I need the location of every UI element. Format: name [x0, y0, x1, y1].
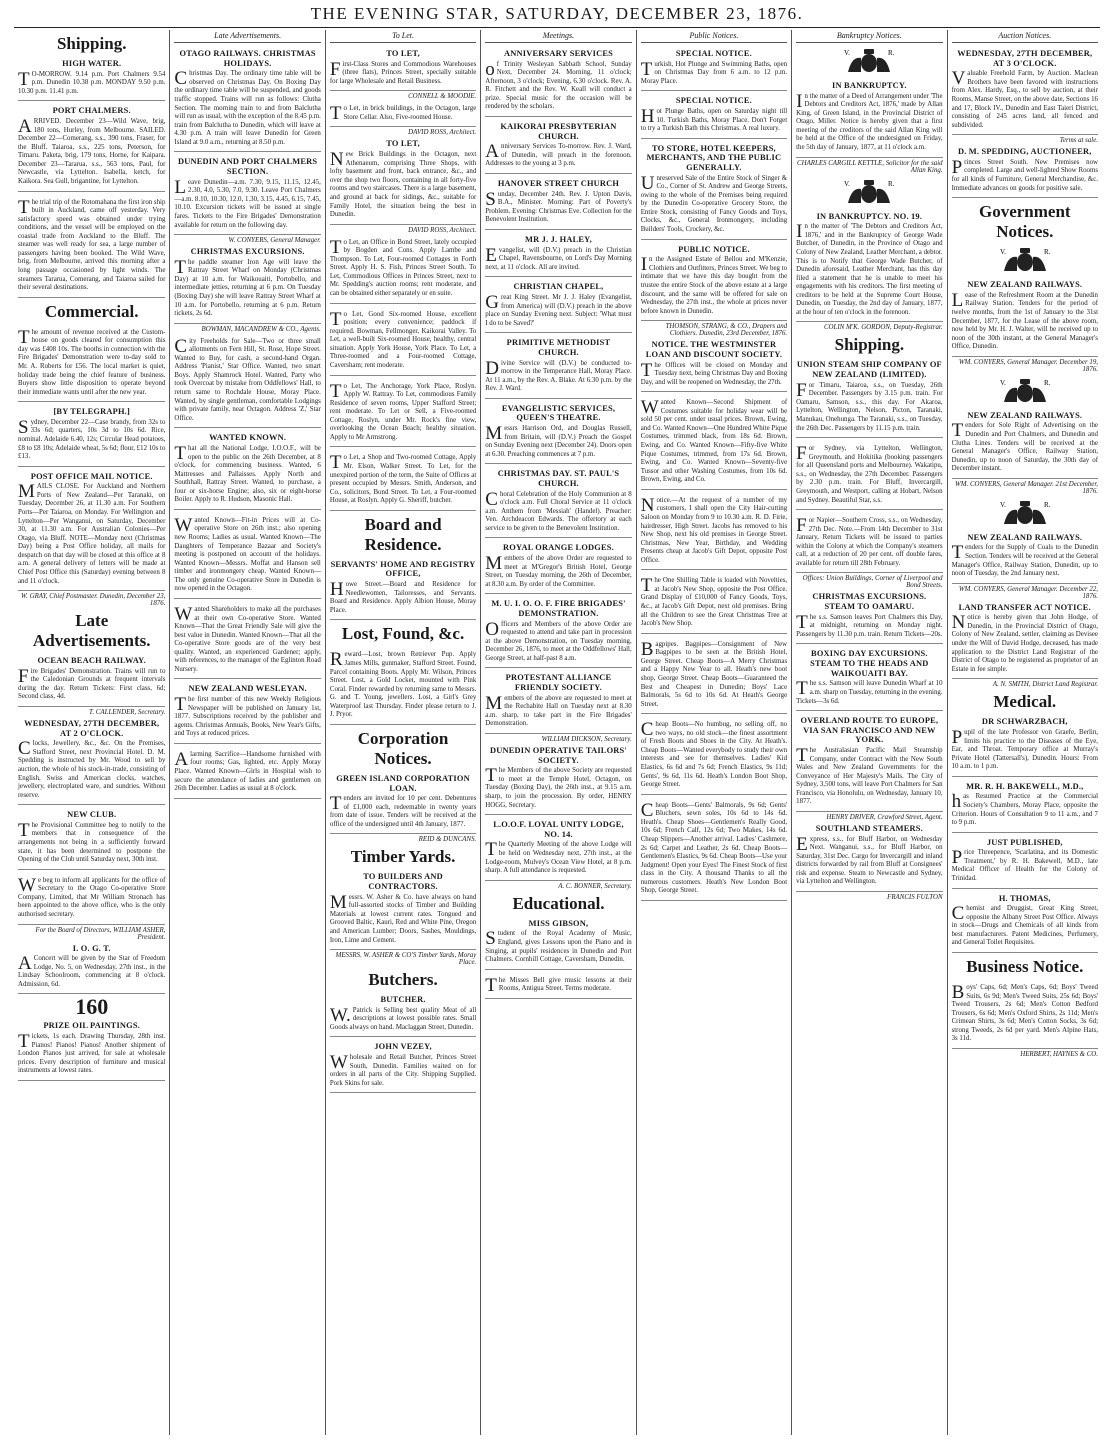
- advert-body: We beg to inform all applicants for the office of Secretary to the Otago Co-operative Store Company, Limited, that Mr William Stronach has been appointed to the above office, who is the only authorised secretary.: [18, 874, 166, 918]
- advert-title: MR J. J. HALEY,: [525, 234, 592, 244]
- advertisement: [330, 234, 476, 304]
- advertisement: [330, 100, 476, 127]
- advertisement: [952, 277, 1098, 357]
- royal-arms-icon: [996, 498, 1054, 528]
- advert-body: Princes Street South. New Premises now completed. Large and well-lighted Show Rooms for all kinds of Furniture, General Merchandise, &c. Immediate advances on goods for positive sale.: [951, 156, 1098, 192]
- advertisement: [952, 46, 1098, 135]
- advert-signature: DAVID ROSS, Architect.: [408, 226, 477, 234]
- advert-body: In the Assigned Estate of Bellou and M'Kenzie, Clothiers and Outfitters, Princes Street. We beg to intimate that we have this day bought from the trustee the entire Stock of the above estate at a large discount, and the same will be offered for sale on Wednesday, the 27th inst., the whole at prices never before known in Dunedin.: [640, 254, 788, 315]
- advertisement: [952, 600, 1098, 680]
- advert-body: New Brick Buildings in the Octagon, next Athenaeum, comprising Three Shops, with lofty basement and front, back entrance, &c., and over the shop two floors, containing in all forty-five rooms and two staircases. There is a large basement, and ground at back for sidings, &c., suitable for Family Hotel, the situation being the best in Dunedin.: [329, 149, 477, 219]
- advertisement: [485, 119, 631, 174]
- advertisement: [330, 378, 476, 448]
- advertisement: [952, 530, 1098, 584]
- advert-title: BUTCHER.: [380, 995, 426, 1005]
- advertisement: [330, 136, 476, 224]
- column-header: Public Notices.: [641, 30, 787, 43]
- advertisement: [174, 512, 320, 599]
- advert-signature: WM. CONYERS, General Manager. 21st December, 1876.: [955, 480, 1098, 495]
- advert-title: LAND TRANSFER ACT NOTICE.: [958, 602, 1091, 612]
- column-2: [169, 30, 324, 1435]
- advert-title: NOTICE. THE WESTMINSTER LOAN AND DISCOUNT SOCIETY.: [645, 340, 783, 359]
- advert-body: Price Threepence, 'Scarlatina, and its Domestic Treatment,' by R. H. Bakewell, M.D., late Medical Officer of Health for the Colony of Trinidad.: [951, 847, 1098, 882]
- advertisement: [330, 869, 476, 950]
- advertisement: [641, 716, 787, 795]
- advert-body: Great King Street. Mr J. J. Haley (Evangelist, from America) will (D.V.) preach in the above place on Sunday Evening next. Subject: 'What must I do to be Saved?': [485, 291, 632, 327]
- svg-text:R.: R.: [1043, 248, 1051, 257]
- columns-container: [14, 30, 1102, 1435]
- advert-title: H. THOMAS,: [998, 893, 1051, 903]
- advertisement: [485, 817, 631, 881]
- svg-text:V.: V.: [999, 378, 1006, 387]
- advertisement: [796, 440, 942, 510]
- advert-body: Valuable Freehold Farm, by Auction. Maclean Brothers have been favored with instructions from Alex. Hardy, Esq., to sell by auction, at their Rooms, Manse Street, on the above date, Sections 16 and 17, Block IV., Dunedin and East Taieri District, consisting of 245 acres land, all fenced and subdivided.: [951, 68, 1098, 129]
- advert-body: In the matter of a Deed of Arrangement under 'The Debtors and Creditors Act, 1876,' made by Allan King, of Green Island, in the Provincial District of Otago, Miller. Notice is hereby given that a first meeting of the creditors of the said Allan King will be held at the Office of the undersigned on Friday, the 5th day of January, 1877, at 11 o'clock a.m.: [796, 90, 943, 152]
- advert-body: Unreserved Sale of the Entire Stock of Singer & Co., Corner of St. Andrew and George Streets, owing to the whole of the Premises being required by the Dunedin Co-operative Grocery Store, the Entire Stock, consisting of Fancy Goods and Toys, Clocks, &c., General Ironmongery, including Builders' Tools, Crockery, &c.: [640, 172, 788, 234]
- advertisement: [18, 103, 165, 191]
- advertisement: [330, 46, 476, 91]
- advert-body: Tickets, 1s each. Drawing Thursday, 28th inst. Pianos! Pianos! Pianos! Another shipment of London Pianos just arrived, for sale at wholesale prices. Every description of furniture and musical instruments at lowest rates.: [18, 1031, 166, 1075]
- advert-title: D. M. SPEDDING, AUCTIONEER,: [957, 147, 1092, 157]
- advert-signature: MESSRS. W. ASHER & CO'S Timber Yards, Moray Place.: [335, 952, 477, 967]
- advert-body: Wanted Known—Fit-in Prices will at Co-operative Store on 26th inst.; also opening new Rooms; Ladies as usual. Wanted Known—The Daughters of Temperance Bazaar and Society's meeting is postponed on account of the holidays. Wanted Known—Messrs. Moffat and Hanson sell timber and ironmongery cheap. Wanted Known—The only genuine Co-operative Store in Dunedin is now opened in the Octagon.: [174, 514, 321, 593]
- advert-title: OVERLAND ROUTE TO EUROPE, VIA SAN FRANCISCO AND NEW YORK.: [800, 716, 939, 745]
- advert-body: Leave Dunedin—a.m. 7.30, 9.15, 11.15, 12.45, 2.30, 4.0, 5.30, 7.0, 9.30. Leave Port Chalmers—a.m. 8.10, 10.30, 12.0, 1.30, 3.15, 4.45, 6.15, 7.45, 10.10. Excursion tickets will be issued at single fares. Tickets to the Fire Brigades' Demonstration available for return on the following day.: [174, 176, 321, 229]
- advertisement: [485, 401, 631, 465]
- advertisement: [796, 589, 942, 644]
- advert-body: City Freeholds for Sale—Two or three small allotments on Fern Hill, St. Rose, Hope Street. Wanted to Buy, for cash, a second-hand Organ. Address 'Pianist,' Star Office. Wanted, two smart Boys. Apply Shamrock Hotel. Wanted, Party who took Overcoat by mistake from Oddfellows' Hall, to return same to Rochdale House, Moray Place. Wanted, by single gentleman, comfortable Lodgings with private family, near Octagon. Address 'Z,' Star Office.: [174, 335, 321, 422]
- advertisement: [485, 596, 631, 668]
- advert-body: For Napier—Southern Cross, s.s., on Wednesday, 27th Dec. Note.—From 14th December to 31st January, Return Tickets will be issued to parties within the Colony at which the Company's steamers call, at a reduction of 20 per cent. off double fares, available for return till 28th February.: [796, 515, 943, 567]
- advertisement: [641, 93, 787, 138]
- crest-block: [952, 498, 1098, 528]
- advert-body: To Let, an Office in Bond Street, lately occupied by Bogden and Cons. Apply Lambe and Thompson. To Let, Four-roomed Cottages in Forth Street. Apply H. S. Fish, Princes Street South. To Let, Commodious Offices in Princes Street, next to Mr. Spedding's auction rooms; rent moderate, and can be obtained either separately or en suite.: [329, 236, 477, 297]
- advertisement: [485, 972, 631, 999]
- advertisement: [18, 716, 165, 805]
- advert-body: The Members of the above Society are requested to meet at the Temple Hotel, Octagon, on Tuesday (Boxing Day), the 26th inst., at 9.15 a.m. sharp, to join the procession. By order, HENRY HOGG, Secretary.: [485, 765, 632, 809]
- advert-body: Express, s.s., for Bluff Harbor, on Wednesday Next. Wanganui, s.s., for Bluff Harbor, on Saturday, 31st Dec. Cargo for Invercargill and inland districts forwarded by rail from Bluff at Consignees' risk and expense. Steam to Newcastle and Sydney, via Lyttelton and Wellington.: [796, 833, 943, 886]
- advert-title: ANNIVERSARY SERVICES: [504, 49, 613, 58]
- advert-body: To Let, The Anchorage, York Place, Roslyn. Apply W. Rattray. To Let, commodious Family Residence of seven rooms, Upper Stafford Street; rent moderate. To Let or Sell, a Five-roomed Cottage, Roslyn, under Mr. Rock's fine view, overlooking the Ocean Beach; healthy situation. Apply to Mr Armstrong.: [329, 380, 477, 441]
- advert-title: NEW ZEALAND RAILWAYS.: [967, 280, 1083, 290]
- advert-signature: WM. CONYERS, General Manager. December 22, 1876.: [958, 585, 1098, 600]
- advertisement: [174, 430, 320, 510]
- advertisement: [174, 746, 320, 799]
- advertisement: [485, 335, 631, 399]
- advert-title: TO LET,: [386, 139, 420, 149]
- column-7: [947, 30, 1102, 1435]
- column-header: To Let.: [330, 30, 476, 43]
- advert-title: MR. R. H. BAKEWELL, M.D.,: [966, 781, 1084, 791]
- advertisement: [174, 601, 320, 680]
- advert-body: TO-MORROW. 9.14 p.m. Port Chalmers 9.54 p.m. Dunedin 10.38 p.m. MONDAY 9.50 p.m. 10.30 p.m. 11.41 p.m.: [18, 68, 166, 95]
- advert-body: Tenders for Sole Right of Advertising on the Dunedin and Port Chalmers, and Dunedin and Clutha Lines. Tenders will be received at the General Manager's Office, Railway Station, Dunedin, up to noon of Saturday, the 30th day of December instant.: [951, 420, 1098, 473]
- advertisement: [641, 46, 787, 91]
- advert-body: The Quarterly Meeting of the above Lodge will be held on Wednesday next, 27th inst., at the Lodge-room, Mulvey's Ocean View Hotel, at 8 p.m. sharp. A full attendance is requested.: [485, 839, 632, 875]
- advert-signature: THOMSON, STRANG, & CO., Drapers and Clothiers. Dunedin, 23rd December, 1876.: [665, 323, 788, 338]
- advert-body: The Provisional Committee beg to notify to the members that in consequence of the arrangements not being in a sufficiently forward state, it has been determined to postpone the Opening of the Club until Saturday next, 30th inst.: [18, 819, 166, 864]
- advert-title: UNION STEAM SHIP COMPANY OF NEW ZEALAND (LIMITED).: [796, 360, 942, 380]
- column-4: [480, 30, 635, 1435]
- advert-body: For Timaru, Taiaroa, s.s., on Tuesday, 26th December. Passengers by 3.15 p.m. train. For Oamaru, Samson, s.s., this day. For Akaroa, Lyttelton, Wellington, Nelson, Picton, Taranaki, Manukau, Onehunga. The Taranaki, s.s., on Tuesday, the 26th Dec. Passengers by 11.15 p.m. train.: [796, 379, 943, 432]
- advertisement: [485, 279, 631, 333]
- advert-title: SPECIAL NOTICE.: [675, 49, 752, 58]
- advertisement: [796, 357, 942, 438]
- advert-title: CHRISTMAS EXCURSIONS. STEAM TO OAMARU.: [812, 592, 927, 612]
- advertisement: [18, 872, 165, 925]
- advert-body: Wanted Shareholders to make all the purchases at their own Co-operative Store. Wanted Known—That the Great Friendly Sale will give the best value in Dunedin. Wanted Known—That all the Co-operative Store goods are of the very best quality. Wanted, an experienced Gardener; apply, with references, to the manager of the Eglinton Road Nursery.: [174, 603, 321, 673]
- advert-title: SOUTHLAND STEAMERS.: [815, 824, 923, 833]
- advert-body: AConcert will be given by the Star of Freedom Lodge, No. 5, on Wednesday, 27th inst., in the Lindsay Schoolroom, commencing at 8 o'clock. Admission, 6d.: [18, 953, 166, 988]
- advert-body: Sydney, December 22—Case brandy, from 32s to 33s 6d; quarters, 10s 3d to 10s 6d. Rice, nominal. Adelaide 6.40, 12s; Circular Head potatoes, £8 to £8 10s; Adelaide wheat, 5s 6d; flour, £12 10s to £13.: [18, 416, 166, 461]
- advertisement: [485, 916, 631, 970]
- advert-body: Wholesale and Retail Butcher, Princes Street South, Dunedin. Families waited on for orders in all parts of the City. Shipping Supplied. Pork Skins for sale.: [329, 1052, 477, 1087]
- advert-title: L.O.O.F. LOYAL UNITY LODGE, NO. 14.: [493, 820, 624, 839]
- advert-title: HANOVER STREET CHURCH: [497, 179, 620, 189]
- advert-title: DR SCHWARZBACH,: [981, 717, 1068, 727]
- advert-body: Clocks, Jewellery, &c., &c. On the Premises, Stafford Street, next Provincial Hotel. D. M. Spedding is instructed by Mr. Wood to sell by auction, the whole of his stock-in-trade, consisting of English, Swiss and American clocks, watches, jewellery, electroplated ware, and sundries. Without reserve.: [18, 738, 166, 799]
- advert-signature: REID & DUNCANS.: [418, 836, 477, 844]
- section-heading: Timber Yards.: [350, 847, 456, 867]
- section-heading: Educational.: [512, 893, 605, 913]
- section-heading: Late Advertisements.: [32, 611, 151, 651]
- advertisement: [952, 891, 1098, 953]
- advertisement: [485, 743, 631, 815]
- svg-text:V.: V.: [844, 179, 851, 188]
- advertisement: [796, 512, 942, 573]
- advert-body: The s.s. Samson leaves Port Chalmers this Day, at midnight, returning on Monday night. Passengers by 11.30 p.m. train. Return Tickets—20s.: [796, 611, 943, 638]
- advert-body: Fire Brigades' Demonstration. Trains will run to the Caledonian Grounds at frequent intervals during the day. Return Tickets: First class, 6d; Second class, 4d.: [18, 665, 166, 701]
- column-6: [791, 30, 946, 1435]
- advert-title: HIGH WATER.: [62, 59, 122, 68]
- advertisement: [18, 941, 165, 995]
- advert-body: Turkish, Hot Plunge and Swimming Baths, open on Christmas Day from 6 a.m. to 12 p.m. Moray Place.: [640, 58, 788, 85]
- advert-title: CHRISTMAS EXCURSIONS.: [190, 247, 305, 257]
- advert-title: DUNEDIN AND PORT CHALMERS SECTION.: [178, 157, 318, 177]
- advertisement: [330, 557, 476, 621]
- advert-body: Reward—Lost, brown Retriever Pup. Apply James Mills, gunmaker, Stafford Street. Found, Parcel containing Boots. Apply Mr. Wilson, Princes Street. Lost, a Gold Locket, mounted with Pink Coral. Finder rewarded by returning same to Messrs. G. and T. Young, jewellers. Lost, a Girl's Grey Waterproof last Thursday. Finder please return to J. J. Pryor.: [329, 649, 477, 719]
- advertisement: [330, 992, 476, 1037]
- advert-title: PRIMITIVE METHODIST CHURCH.: [506, 338, 611, 357]
- advert-signature: HENRY DRIVER, Crawford Street, Agent.: [826, 814, 943, 821]
- masthead: [14, 4, 1100, 28]
- advert-title: PORT CHALMERS.: [52, 106, 131, 116]
- advertisement: [18, 404, 165, 466]
- advertisement: [18, 194, 165, 298]
- advert-title: I. O. G. T.: [72, 943, 111, 953]
- advert-title: WEDNESDAY, 27TH DECEMBER, AT 2 O'CLOCK.: [24, 718, 160, 738]
- advert-title: GREEN ISLAND CORPORATION LOAN.: [336, 773, 470, 793]
- crest-block: [796, 177, 942, 207]
- advertisement: [174, 46, 320, 152]
- advertisement: [485, 176, 631, 230]
- advert-body: That all the National Lodge, I.O.O.F., will be open to the public on the 26th December, at 8 o'clock, for commencing business. Wanted, 6 Mattresses and Pallaisses. Apply North and Southhall, Rattray Street. Wanted, to purchase, a four or six-horse Engine; also, six or eight-horse Boiler. Apply to R. Hudson, Masonic Hall.: [174, 442, 321, 504]
- advertisement: [330, 1039, 476, 1093]
- section-heading: Shipping.: [56, 34, 127, 53]
- advert-signature: A. N. SMITH, District Land Registrar.: [992, 681, 1098, 689]
- advert-body: Notice.—At the request of a number of my customers, I shall open the City Hair-cutting Saloon on Monday from 9 to 10.30 a.m. R. D. Firie, hairdresser, High Street. Jacobs has removed to his New Shop, next his old premises in George Street. Christmas, New Year, Birthday, and Wedding Presents cheap at Jacob's Gift Depot, opposite Post Office.: [640, 494, 788, 564]
- crest-block: [796, 46, 942, 76]
- svg-text:R.: R.: [888, 49, 895, 57]
- advertisement: [796, 209, 942, 323]
- advert-title: [BY TELEGRAPH.]: [53, 407, 130, 417]
- advert-title: JOHN VEZEY,: [374, 1042, 432, 1052]
- advert-title: TO STORE, HOTEL KEEPERS, MERCHANTS, AND THE PUBLIC GENERALLY.: [646, 143, 782, 172]
- advert-body: Cheap Boots—No humbug, no selling off, no two ways, no old stock—the finest assortment of Fresh Boots and Shoes in the City. At Heath's. Cheap Boots—Wanted everybody to study their own interests and see for themselves. Ladies' Kid Elastics, 6s 6d and 7s 6d; French Elastics, 9s 11d; Gents', 9s 6d, 11s 6d. Heath's London Boot Shop, George Street.: [640, 719, 788, 789]
- advert-title: JUST PUBLISHED,: [986, 837, 1063, 847]
- advert-body: Evangelist, will (D.V.) preach in the Christian Chapel, Ravensbourne, on Lord's Day Morning next, at 11 o'clock. All are invited.: [485, 244, 632, 271]
- advert-title: PROTESTANT ALLIANCE FRIENDLY SOCIETY.: [505, 673, 612, 693]
- advertisement: [330, 306, 476, 376]
- advert-signature: HERBERT, HAYNES & CO.: [1020, 1050, 1098, 1058]
- crest-block: [952, 376, 1098, 406]
- advertisement: [18, 56, 165, 101]
- advert-body: Alarming Sacrifice—Handsome furnished with four rooms; Gas, lighted, etc. Apply Moray Place. Wanted Known—Girls in Hospital wish to secure the attendance of ladies and gentlemen on 26th December. Ladies as usual at 8 o'clock.: [174, 748, 321, 793]
- advert-body: The Australasian Pacific Mail Steamship Company, under Contract with the New South Wales and New Zealand Governments for the Conveyance of Her Majesty's Mails. The City of Sydney, 3,500 tons, will leave Port Chalmers for San Francisco, via Honolulu, on Wednesday, January 10, 1877.: [796, 745, 943, 806]
- advert-signature: BOWMAN, MACANDREW & CO., Agents.: [201, 325, 321, 333]
- advert-title: SPECIAL NOTICE.: [675, 96, 752, 106]
- advert-body: Messrs Harrison Ord, and Douglas Russell, from Britain, will (D.V.) Preach the Gospel on Sunday Evening next (December 24). Doors open at 6.30. Preaching commences at 7 p.m.: [485, 423, 632, 458]
- advert-signature: For the Board of Directors, WILLIAM ASHER, President.: [35, 926, 166, 941]
- advertisement: [641, 242, 787, 322]
- advert-body: The trial trip of the Rotomahana the first iron ship built in Auckland, came off yesterday. Very satisfactory speed was obtained under trying conditions, and the vessel will be employed on the coastal trade from Auckland to the Bluff. The steamer was well ready for sea, a large number of passengers having been booked. The Wild Wave, brig, from Melbourne, arrived this morning after a long passage occasioned by light winds. The steamers Tararua, Comerang, and Taiaroa sailed for their several destinations.: [18, 196, 166, 292]
- display-number: 160: [75, 994, 109, 1020]
- advertisement: [796, 713, 942, 812]
- advert-body: First-Class Stores and Commodious Warehouses (three flats), Princes Street, specially suitable for large Wholesale and Retail Business.: [329, 58, 477, 85]
- section-heading: Board and Residence.: [364, 514, 442, 554]
- advertisement: [641, 636, 787, 715]
- advert-title: TO BUILDERS AND CONTRACTORS.: [363, 872, 443, 892]
- advert-title: OCEAN BEACH RAILWAY.: [37, 656, 146, 666]
- advertisement: [485, 466, 631, 538]
- advertisement: [18, 653, 165, 707]
- advert-title: NEW CLUB.: [67, 810, 117, 820]
- advertisement: [952, 779, 1098, 833]
- svg-text:R.: R.: [888, 179, 895, 188]
- advert-body: W.Patrick is Selling best quality Meat of all descriptions at lowest possible rates. Small Goods always on hand. Maclaggan Street, Dunedin.: [329, 1004, 477, 1031]
- advert-body: The paddle steamer Iron Age will leave the Rattray Street Wharf on Monday (Christmas Day) at 10 a.m. for Waikouaiti, Portobello, and intermediate jetties, returning at 6 p.m. On Tuesday (Boxing Day) she will leave Rattray Street Wharf at 10 a.m. for Portobello, returning at 6 p.m. Return tickets, 2s 6d.: [174, 256, 321, 318]
- advert-title: WANTED KNOWN.: [209, 433, 287, 443]
- section-heading: Business Notice.: [966, 957, 1084, 977]
- advert-signature: T. CALLENDER, Secretary.: [89, 708, 166, 716]
- advert-signature: FRANCIS FULTON: [887, 894, 943, 902]
- advert-title: PRIZE OIL PAINTINGS.: [43, 1021, 141, 1031]
- advert-title: NEW ZEALAND RAILWAYS.: [967, 532, 1083, 542]
- advert-signature: Terms at sale.: [1059, 137, 1098, 145]
- advertisement: [18, 469, 165, 591]
- section-heading: Medical.: [993, 692, 1057, 712]
- advert-signature: DAVID ROSS, Architect.: [408, 129, 477, 137]
- advert-title: DUNEDIN OPERATIVE TAILORS' SOCIETY.: [490, 746, 627, 765]
- advertisement: [952, 835, 1098, 889]
- advert-body: To Let, a Shop and Two-roomed Cottage, Apply Mr. Elson, Walker Street. To Let, for the unexpired portion of the term, the Suite of Offices at present occupied by Messrs. Smith, Anderson, and Co., solicitors, Bond Street. To Let, a Four-roomed House, at Roslyn. Apply G. Sheriff, butcher.: [329, 452, 477, 505]
- advertisement: [641, 797, 787, 901]
- advert-body: Members of the above Order are requested to meet at M'Gregor's British Hotel, George Street, on Tuesday morning, the 26th of December, at 8.30 a.m. By order of the Committee.: [485, 553, 632, 588]
- advert-body: ARRIVED. December 23—Wild Wave, brig, 180 tons, Hurley, from Melbourne. SAILED. December 22—Comerang, s.s., 390 tons, Fraser, for the Bluff. Taiaroa, s.s., 225 tons, Peterson, for Timaru. Paketa, brig, 179 tons, Horne, for Kaipara. December 23—Tararua, s.s., 563 tons, Paul, for Newcastle, via Lyttelton. Isabella, ketch, for Kaikora. Sea Gull, brigantine, for Lyttelton.: [18, 116, 166, 185]
- advert-body: Christmas Day. The ordinary time table will be observed on Christmas Day. On Boxing Day the ordinary time table will be suspended, and goods traffic stopped. Trains will run as follows: Clutha Section. The morning train to and from Balclutha will run as usual, with the exception of the 8.45 p.m. train from Balclutha to Dunedin, which will leave at 4.30 p.m. A train will leave Dunedin for Green Island at 9.0 a.m., returning at 8.50 p.m.: [174, 68, 321, 146]
- advert-body: Notice is hereby given that John Hodge, of Dunedin, in the Provincial District of Otago, Colony of New Zealand, settler, claiming as Devisee under the Will of David Hodge, deceased, has made application to the District Land Registrar of the District of Otago to be registered as proprietor of an Estate in fee simple.: [951, 612, 1098, 673]
- advert-title: KAIKORAI PRESBYTERIAN CHURCH.: [500, 122, 617, 141]
- advert-body: The amount of revenue received at the Custom-house on goods cleared for consumption this day was £408 10s. The booths in connection with the Fire Brigades' Demonstration were to-day sold to Mr. A. Roberts for £56. The local market is quiet, holiday trade being the chief feature of business. Buyers show little disposition to operate beyond their immediate wants until after the new year.: [18, 326, 166, 396]
- column-header: Bankruptcy Notices.: [796, 30, 942, 43]
- advert-body: Pupil of the late Professor von Graefe, Berlin, limits his practice to the Diseases of the Eye, Ear, and Throat. Temporary office at Murray's Private Hotel (Tattersall's), Dunedin. Hours: From 10 a.m. to 1 p.m.: [951, 726, 1098, 771]
- advertisement: [330, 646, 476, 725]
- advert-signature: A. C. BONNER, Secretary.: [558, 882, 632, 890]
- advertisement: [796, 646, 942, 711]
- advert-body: Messrs. W. Asher & Co. have always on hand full-assorted stocks of Timber and Building Materials at lowest current rates. Tongued and Grooved Baltic, Kauri, Red and White Pine, Oregon and American Lumber; Doors, Sashes, Mouldings, Iron, Lime and Cement.: [329, 891, 477, 944]
- section-heading: Shipping.: [834, 335, 905, 355]
- advert-signature: WM. CONYERS, General Manager. December 19, 1876.: [958, 358, 1098, 373]
- royal-arms-icon: [840, 177, 898, 207]
- advert-body: Cheap Boots—Gents' Balmorals, 9s 6d; Gents' Bluchers, sewn soles, 10s 6d to 14s 6d. Heath's. Cheap Shoes—Gentlemen's Really Good, 10s 6d; French Calf, 12s 6d; Two Makes, 14s 6d. Cheap Slippers—Another arrival. Ladies' Cashmere, 2s 6d; Carpet and Leather, 2s 6d. Cheap Boots—Gentlemen's Elastics, 9s 6d. Cheap Boots—Use your Judgment! Open your Eyes! The Finest Stock of first class in the City. A thousand Thanks to all the numerous customers. Heath's New London Boot Shop, George Street.: [640, 799, 788, 895]
- advertisement: [330, 771, 476, 835]
- advert-body: Chemist and Druggist, Great King Street, opposite the Albany Street Post Office. Always in stock—Drugs and Chemicals of all kinds from best manufacturers. Patent Medicines, Perfumery, and General Toilet Requisites.: [951, 903, 1098, 947]
- section-heading: Butchers.: [368, 970, 438, 990]
- column-5: [636, 30, 791, 1435]
- section-heading: Government Notices.: [978, 202, 1071, 242]
- advertisement: [485, 46, 631, 117]
- section-heading: Lost, Found, &c.: [341, 624, 465, 644]
- advert-body: Lease of the Refreshment Room at the Dunedin Railway Station. Tenders for the period of twelve months, from the 1st of January to the 31st December, 1877, for the Lease of the above room, now held by Mr. H. J. Walter, will be received up to noon of the 30th instant, at the General Manager's Office, Dunedin.: [951, 289, 1098, 351]
- advertisement: [952, 408, 1098, 479]
- advert-title: NEW ZEALAND RAILWAYS.: [967, 410, 1083, 420]
- advert-body: Officers and Members of the above Order are requested to attend and take part in procession at the above Demonstration, on Tuesday morning, December 26, 1876, to meet at the Oddfellows' Hall, George Street, at half-past 8 a.m.: [485, 618, 632, 662]
- advertisement: [641, 141, 787, 240]
- advert-title: M. U. I. O. O. F. FIRE BRIGADES' DEMONSTRATION.: [491, 599, 626, 618]
- advertisement: [174, 244, 320, 324]
- svg-text:V.: V.: [844, 49, 851, 57]
- advert-title: MISS GIBSON,: [528, 918, 589, 928]
- advertisement: [485, 232, 631, 277]
- advertisement: [641, 394, 787, 490]
- advert-body: The first number of this new Weekly Religious Newspaper will be published on January 1st, 1877. Subscriptions received by the publisher and agents. Christmas Annuals, Books, New Year's Gifts, and Toys at reduced prices.: [174, 694, 321, 738]
- column-3: [325, 30, 480, 1435]
- section-heading: Commercial.: [44, 301, 139, 321]
- advert-signature: W. CONYERS, General Manager.: [228, 237, 321, 245]
- advert-body: Boys' Caps, 6d; Men's Caps, 6d; Boys' Tweed Suits, 6s 9d; Men's Tweed Suits, 25s 6d; Boys' Tweed Trousers, 2s 6d; Men's Cotton Bedford Trousers, 6s 6d; Men's Oxford Shirts, 2s 11d; Men's Crimean Shirts, 3s 6d; Men's Cotton Socks, 3s 6d; strong Tweeds, 2s 6d per yard. Men's Alpine Hats, 3s 11d.: [951, 982, 1098, 1043]
- advertisement: [174, 333, 320, 429]
- advertisement: [485, 540, 631, 594]
- advert-title: IN BANKRUPTCY. NO. 19.: [816, 211, 923, 221]
- svg-text:V.: V.: [999, 248, 1006, 257]
- advert-body: Tenders for the Supply of Coals to the Dunedin Section. Tenders will be received at the General Manager's Office, Railway Station, Dunedin, up to noon of Tuesday, the 2nd January next.: [951, 542, 1098, 578]
- advertisement: [952, 714, 1098, 776]
- advert-title: BOXING DAY EXCURSIONS. STEAM TO THE HEADS AND WAIKOUAITI BAY.: [810, 649, 929, 678]
- advertisement: [18, 1018, 165, 1080]
- advert-title: SERVANTS' HOME AND REGISTRY OFFICE,: [330, 559, 476, 579]
- advert-signature: Offices: Union Buildings, Corner of Liverpool and Bond Streets.: [802, 575, 943, 590]
- advertisement: [18, 324, 165, 403]
- section-heading: Corporation Notices.: [357, 728, 449, 768]
- advert-body: MAILS CLOSE. For Auckland and Northern Ports of New Zealand—Per Taranaki, on Tuesday, December 26, at 11.30 a.m. For Southern Ports—Per Taiaroa, on Monday. For Wellington and Lyttelton—Per Wanganui, on Saturday, December 30, at 11.30 a.m. For Australian Colonies—Per Otago, via Bluff. NOTE—Monday next (Christmas Day) being a Post Office holiday, all mails for despatch on that day will be closed at this office at 8 a.m. A general delivery of letters will be made at Chief Post Office this (Saturday) evening between 8 and 11 o'clock.: [18, 481, 166, 585]
- advertisement: [330, 449, 476, 510]
- advert-title: IN BANKRUPTCY.: [832, 81, 907, 90]
- advert-body: In the matter of 'The Debtors and Creditors Act, 1876,' and in the Bankruptcy of George Wade Butcher, of Dunedin, in the Province of Otago and Colony of New Zealand, Leather Merchant, a debtor. This is to Notify that George Wade Butcher, of Dunedin aforesaid, Leather Merchant, has this day filed a statement that he is unable to meet his engagements with his creditors. The first meeting of creditors to be held at the Supreme Court House, Dunedin, on Tuesday, the 2nd day of January, 1877, at the hour of ten o'clock in the forenoon.: [796, 221, 943, 316]
- column-header: Meetings.: [485, 30, 631, 43]
- advert-body: Choral Celebration of the Holy Communion at 8 o'clock a.m. Full Choral Service at 11 o'clock a.m. Anthem from 'Messiah' (Handel). Preacher: Ven. Archdeacon Edwards. The offertory at each service to be given to the Benevolent Institution.: [485, 488, 632, 532]
- advertisement: [796, 78, 942, 158]
- advert-title: EVANGELISTIC SERVICES, QUEEN'S THEATRE.: [501, 403, 616, 423]
- advertisement: [796, 821, 942, 892]
- royal-arms-icon: [996, 245, 1054, 275]
- advert-body: Tenders are invited for 10 per cent. Debentures of £1,000 each, redeemable in twenty years from date of issue. Tenders will be received at the office of the undersigned until 4th January, 1877.: [329, 793, 477, 828]
- advertisement: [174, 154, 320, 235]
- svg-text:V.: V.: [999, 500, 1006, 509]
- advert-body: For Sydney, via Lyttelton, Wellington, Greymouth, and Hokitika (booking passengers for all Queensland ports and Melbourne). Wakatipu, s.s., on Wednesday, the 27th December. Passengers by 2.30 p.m. train. For Bluff, Invercargill, Greymouth, and Westport, calling at Hobart, Nelson and Sydney. Beautiful Star, s.s.: [796, 443, 943, 504]
- advert-body: Divine Service will (D.V.) be conducted to-morrow in the Temperance Hall, Moray Place. At 11 a.m., by the Rev. A. Blake. At 6.30 p.m. by the Rev. J. Ward.: [485, 357, 632, 393]
- advert-signature: WILLIAM DICKSON, Secretary.: [541, 736, 632, 744]
- advert-body: Hot Plunge Baths, open on Saturday night till 10. Turkish Baths, Moray Place. Don't Forget to try a Turkish Bath this Christmas. A real luxury.: [640, 106, 788, 133]
- column-1: [14, 30, 169, 1435]
- advert-body: The Misses Bell give music lessons at their Rooms, Antigua Street. Terms moderate.: [485, 974, 632, 996]
- advertisement: [952, 144, 1098, 198]
- advert-body: Anniversary Services To-morrow. Rev. J. Ward, of Dunedin, will preach in the forenoon. Addresses to the young at 3 p.m.: [485, 141, 632, 168]
- advertisement: [485, 670, 631, 734]
- advert-body: of Trinity Wesleyan Sabbath School, Sunday Next, December 24. Morning, 11 o'clock; Afternoon, 3 o'clock; Evening, 6.30 o'clock. Rev. A. R. Fitchett and the Rev. W. Keall will conduct a prize. Special music for the occasion will be rendered by the scholars.: [485, 58, 632, 111]
- advert-signature: CHARLES CARGILL KETTLE, Solicitor for the said Allan King.: [797, 159, 943, 174]
- advert-title: CHRISTMAS DAY. ST. PAUL'S CHURCH.: [497, 469, 620, 488]
- advert-title: ROYAL ORANGE LODGES.: [503, 543, 614, 553]
- advert-signature: COLIN M'K. GORDON, Deputy-Registrar.: [823, 324, 943, 332]
- royal-arms-icon: [996, 376, 1054, 406]
- advert-signature: W. GRAY, Chief Postmaster. Dunedin, December 23, 1876.: [21, 593, 166, 608]
- advert-body: Bagpipes. Bagpipes—Consignment of New Bagpipes to be seen at the British Hotel, George Street. Cheap Boots—A Merry Christmas and a Happy New Year to all. Heath's new boot shop, George Street. Cheap Boots—Guaranteed the Best and Cheapest in Dunedin; Boys' Lace Balmorals, 5s 6d to 10s 6d. At Heath's George Street.: [640, 638, 788, 708]
- advert-title: CHRISTIAN CHAPEL,: [513, 282, 604, 292]
- advert-body: To Let, Good Six-roomed House, excellent position; every convenience; paddock if required. Bowman, Fellmonger, Kaikorai Valley. To Let, a well-built Six-roomed House, healthy, central situation. Apply York House, York Place. To Let, a Three-roomed and a Four-roomed Cottage, Caversham; rent moderate.: [329, 308, 477, 369]
- advertisement: [641, 337, 787, 392]
- advert-body: Sunday, December 24th. Rev. J. Upton Davis, B.A., Minister. Morning: Part of Poverty's Problem. Evening: Christmas Eve. Collection for the Benevolent Institution.: [485, 188, 632, 224]
- advert-body: To Let, in brick buildings, in the Octagon, large Store Cellar. Also, Five-roomed House.: [329, 103, 477, 125]
- advert-body: Student of the Royal Academy of Music, England, gives Lessons upon the Piano and in Singing, at pupils' residences in Dunedin and Port Chalmers. Cornhill Cottage, Caversham, Dunedin.: [485, 928, 632, 964]
- column-header: Late Advertisements.: [174, 30, 320, 43]
- advert-body: Members of the above are requested to meet at the Rechabite Hall on Tuesday next at 8.30 a.m. sharp, to take part in the Fire Brigades' Demonstration.: [485, 692, 632, 728]
- masthead-title: THE EVENING STAR, SATURDAY, DECEMBER 23, 1876.: [310, 4, 804, 23]
- advert-title: TO LET,: [386, 49, 420, 58]
- advert-body: has Resumed Practice at the Commercial Society's Chambers, Moray Place, opposite the Criterion. Hours of Consultation 9 to 11 a.m., and 7 to 9 p.m.: [951, 791, 1098, 827]
- royal-arms-icon: [840, 46, 898, 76]
- advertisement: [641, 572, 787, 633]
- crest-block: [952, 245, 1098, 275]
- advertisement: [174, 681, 320, 743]
- advert-body: The Offices will be closed on Monday and Tuesday next, being Christmas Day and Boxing Day, and will be reopened on Wednesday, the 27th.: [640, 359, 788, 386]
- advertisement: [18, 807, 165, 869]
- advertisement: [952, 979, 1098, 1049]
- svg-text:R.: R.: [1043, 500, 1051, 509]
- advert-signature: CONNELL & MOODIE.: [408, 93, 477, 101]
- advert-body: Howe Street.—Board and Residence for Needlewomen, Tailoresses, and Servants. Board and Residence. Apply Albion House, Moray Place.: [329, 579, 477, 614]
- advert-body: The s.s. Samson will leave Dunedin Wharf at 10 a.m. sharp on Tuesday, returning in the evening. Tickets—3s 6d.: [796, 678, 943, 705]
- advert-title: WEDNESDAY, 27TH DECEMBER, AT 3 O'CLOCK.: [957, 49, 1093, 68]
- advert-body: Wanted Known—Second Shipment of Costumes suitable for holiday wear will be sold 50 per cent. under usual prices. Brown, Ewing, and Co. Wanted Known—One Hundred White Pique Costumes, trimmed black, from 18s 6d. Brown, Ewing, and Co. Wanted Known—Fifty-five White Pique Costumes, trimmed, from 17s 6d. Brown, Ewing, and Co. Wanted Known—Seventy-five Tussor and other Washing Costumes, from 10s 6d. Brown, Ewing, and Co.: [640, 397, 788, 484]
- advert-title: NEW ZEALAND WESLEYAN.: [188, 684, 307, 694]
- advert-title: OTAGO RAILWAYS. CHRISTMAS HOLIDAYS.: [179, 49, 316, 68]
- advert-title: POST OFFICE MAIL NOTICE.: [30, 471, 153, 481]
- column-header: Auction Notices.: [952, 30, 1098, 43]
- svg-text:R.: R.: [1043, 378, 1051, 387]
- advertisement: [641, 492, 787, 571]
- advert-body: The One Shilling Table is loaded with Novelties, at Jacob's New Shop, opposite the Post Office. Grand Display of £10,000 of Fancy Goods, Toys, &c., at Jacob's Gift Depot, next old premises. Bring all the Children to see the Great Christmas Tree at Jacob's New Shop.: [640, 575, 788, 628]
- advert-title: PUBLIC NOTICE.: [678, 244, 750, 254]
